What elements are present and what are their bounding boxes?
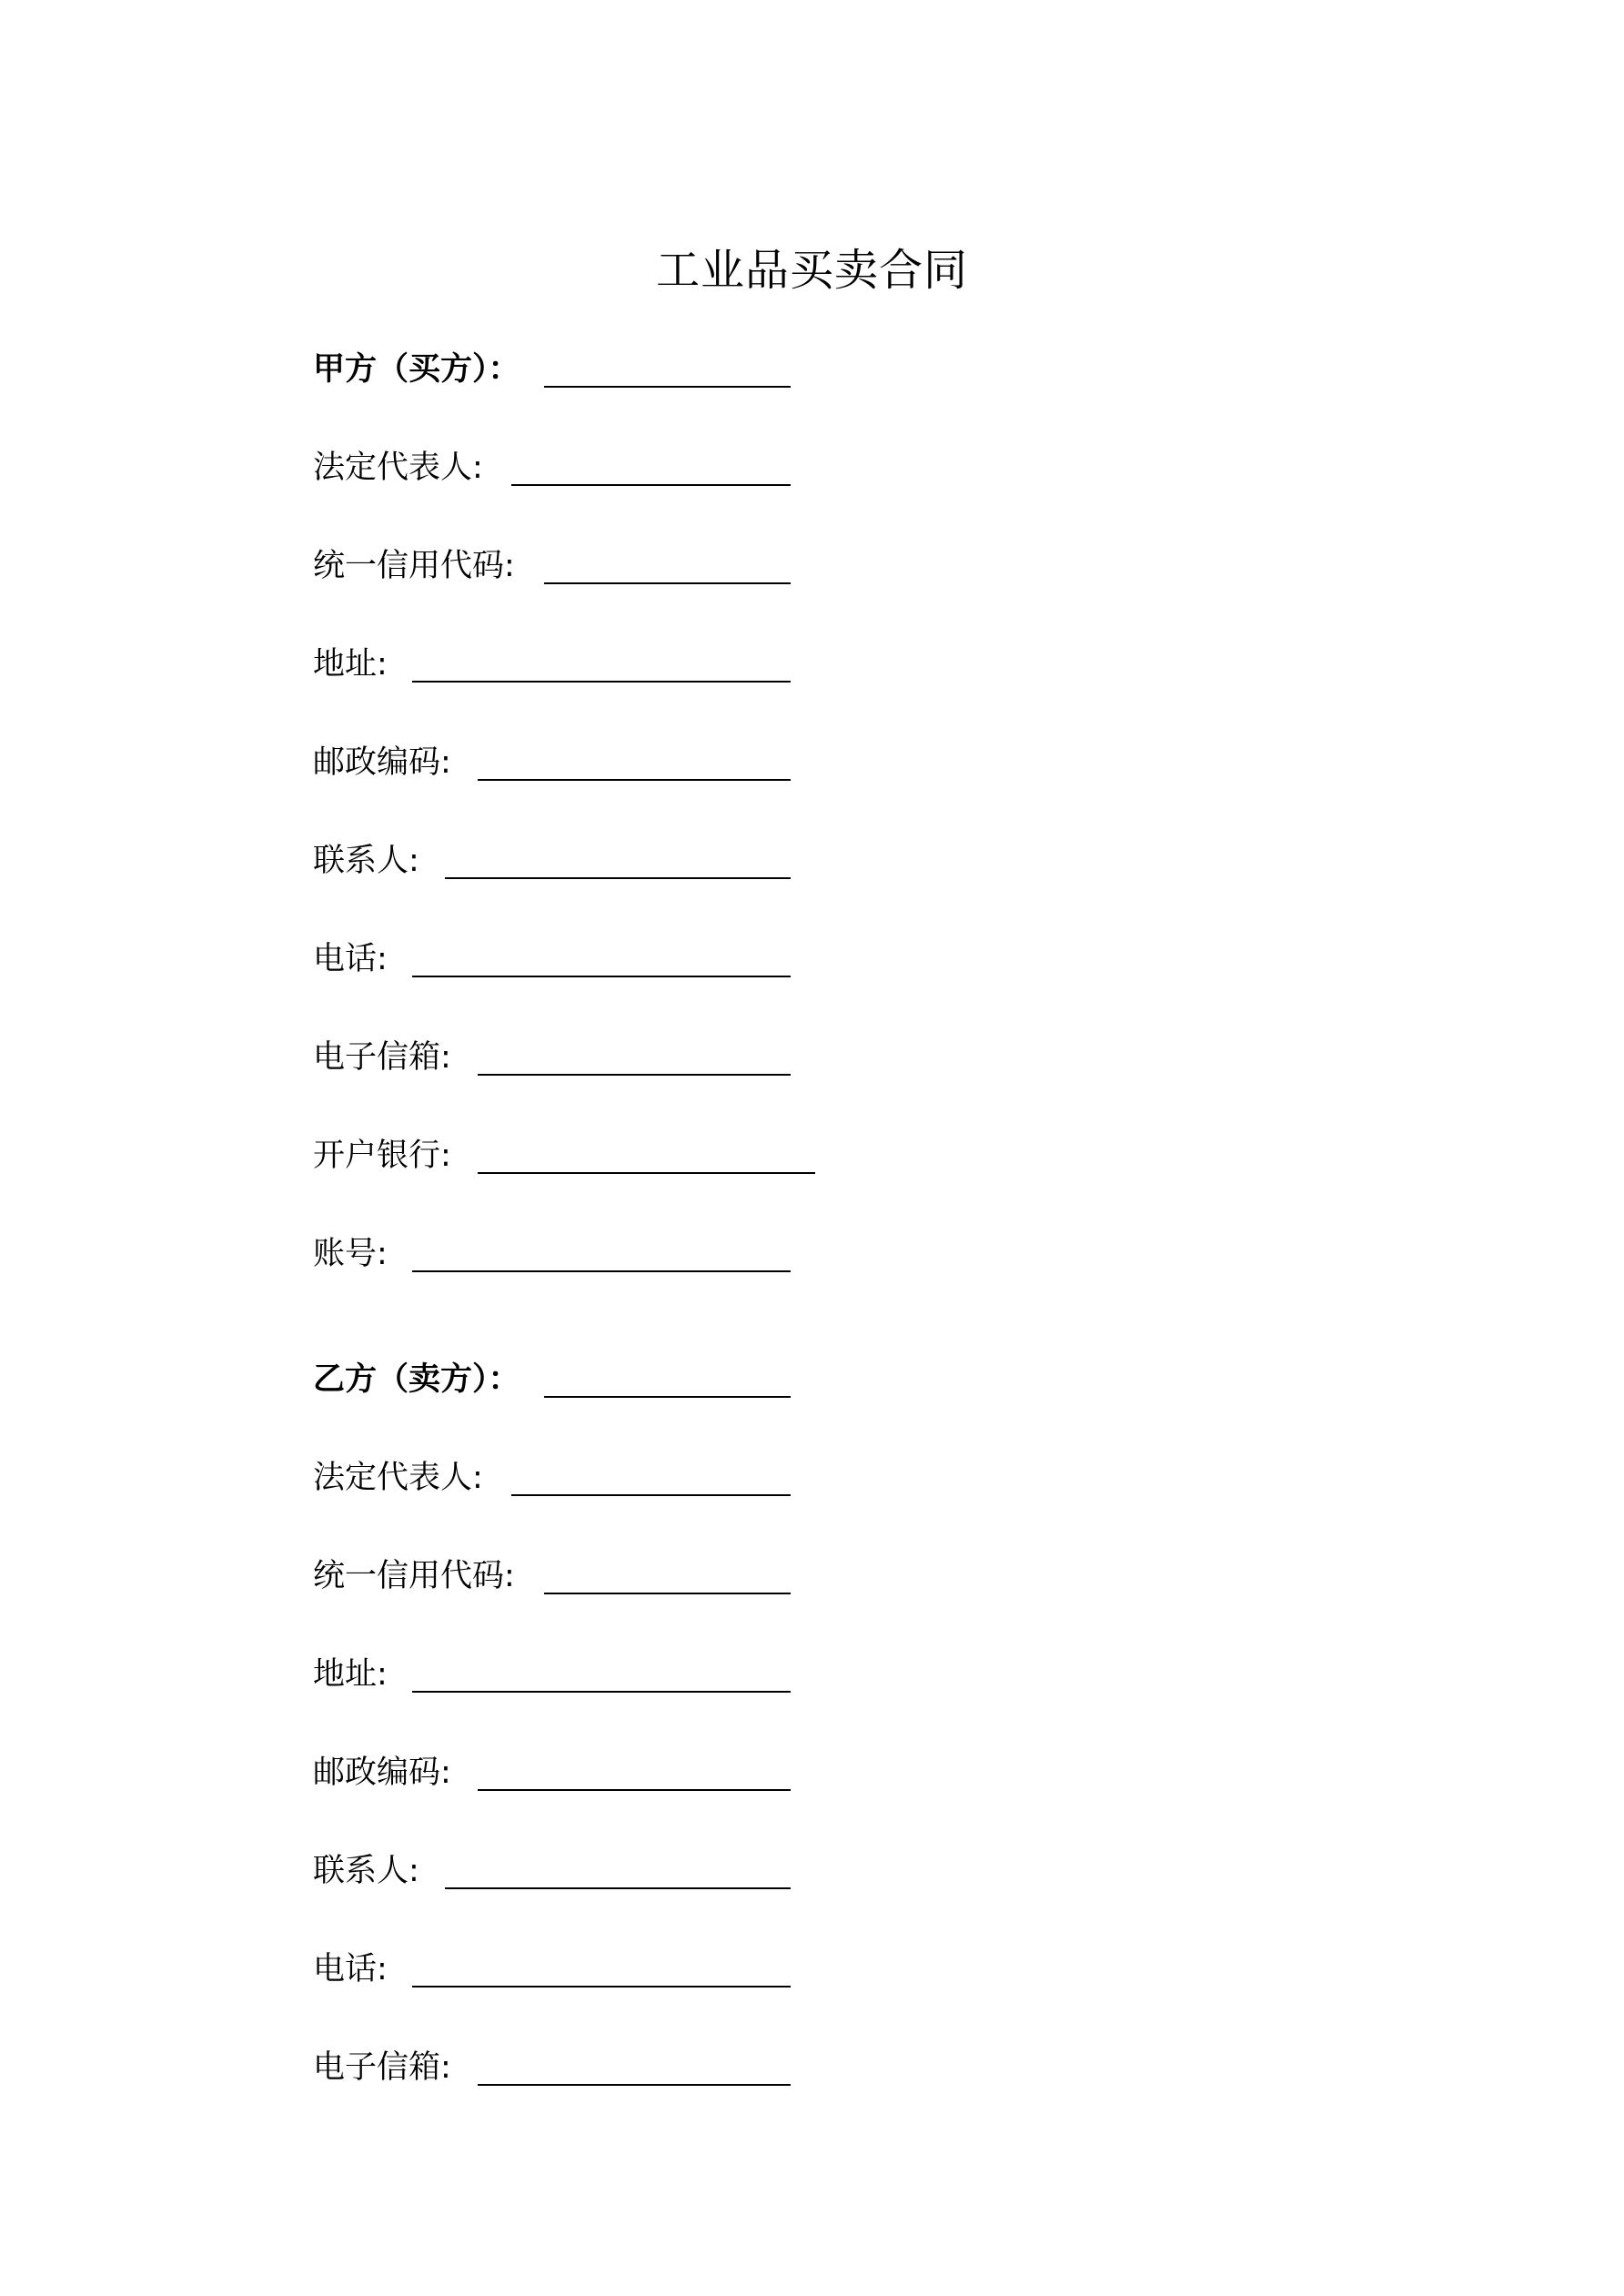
field-label: 开户银行:	[313, 1138, 451, 1174]
party-a-credit-code-row	[313, 541, 515, 592]
party-b-phone-row	[313, 1944, 388, 1995]
party-a-account-blank[interactable]	[412, 1270, 791, 1272]
field-label: 电话:	[313, 941, 388, 977]
party-a-legal-rep-row	[313, 442, 483, 493]
party-b-legal-rep-blank[interactable]	[511, 1494, 791, 1496]
field-label: 邮政编码:	[313, 1755, 451, 1791]
party-a-credit-code-blank[interactable]	[544, 582, 791, 584]
party-a-phone-row	[313, 934, 388, 985]
party-a-email-blank[interactable]	[478, 1074, 791, 1076]
field-label: 邮政编码:	[313, 744, 451, 781]
party-b-email-row	[313, 2042, 451, 2093]
party-b-postcode-row	[313, 1747, 451, 1798]
party-a-name-blank[interactable]	[544, 386, 791, 388]
party-b-credit-code-row	[313, 1551, 515, 1602]
party-a-phone-blank[interactable]	[412, 976, 791, 977]
party-a-address-row	[313, 639, 388, 690]
party-a-bank-row	[313, 1130, 451, 1181]
party-a-legal-rep-blank[interactable]	[511, 484, 791, 486]
field-label: 地址:	[313, 1656, 388, 1693]
document-title: 工业品买卖合同	[655, 245, 968, 296]
party-b-contact-blank[interactable]	[445, 1887, 791, 1889]
party-a-heading: 甲方（买方）：	[313, 351, 520, 388]
field-label: 账号:	[313, 1236, 388, 1272]
party-b-postcode-blank[interactable]	[478, 1789, 791, 1791]
party-b-heading-row	[313, 1354, 520, 1405]
party-b-address-blank[interactable]	[412, 1691, 791, 1693]
party-a-postcode-row	[313, 737, 451, 788]
party-a-address-blank[interactable]	[412, 681, 791, 683]
party-a-bank-blank[interactable]	[478, 1172, 815, 1174]
party-b-name-blank[interactable]	[544, 1396, 791, 1398]
field-label: 联系人:	[313, 843, 419, 879]
party-a-postcode-blank[interactable]	[478, 779, 791, 781]
party-b-phone-blank[interactable]	[412, 1986, 791, 1988]
party-a-account-row	[313, 1229, 388, 1279]
field-label: 统一信用代码:	[313, 548, 515, 584]
party-a-heading-row	[313, 344, 520, 395]
field-label: 法定代表人:	[313, 450, 483, 486]
party-b-heading: 乙方（卖方）：	[313, 1361, 520, 1398]
field-label: 法定代表人:	[313, 1460, 483, 1496]
party-a-email-row	[313, 1032, 451, 1083]
field-label: 电子信箱:	[313, 1039, 451, 1076]
party-b-contact-row	[313, 1846, 419, 1896]
party-b-email-blank[interactable]	[478, 2084, 791, 2086]
party-a-contact-row	[313, 835, 419, 886]
field-label: 统一信用代码:	[313, 1558, 515, 1594]
party-b-address-row	[313, 1649, 388, 1700]
field-label: 联系人:	[313, 1853, 419, 1889]
field-label: 电话:	[313, 1951, 388, 1988]
field-label: 地址:	[313, 646, 388, 683]
party-b-credit-code-blank[interactable]	[544, 1593, 791, 1594]
party-b-legal-rep-row	[313, 1452, 483, 1503]
party-a-contact-blank[interactable]	[445, 877, 791, 879]
field-label: 电子信箱:	[313, 2049, 451, 2086]
